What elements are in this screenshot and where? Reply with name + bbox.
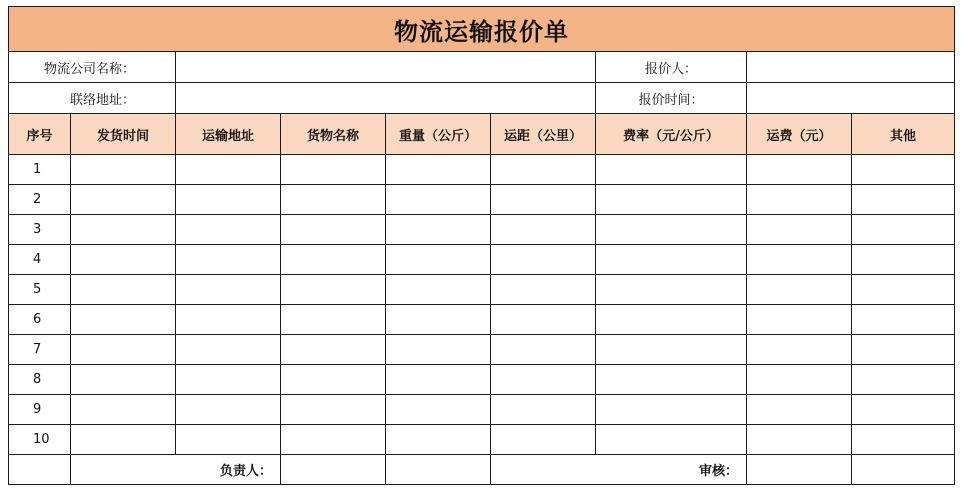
table-cell[interactable] (281, 365, 386, 395)
table-row (9, 185, 955, 215)
table-cell[interactable] (176, 305, 281, 335)
table-cell[interactable] (491, 305, 596, 335)
table-cell[interactable] (176, 215, 281, 245)
quoter-label: 报价人： (596, 52, 747, 83)
table-cell[interactable] (281, 215, 386, 245)
column-header: 序号 (9, 114, 71, 155)
responsible-label: 负责人： (71, 455, 281, 485)
column-header: 发货时间 (71, 114, 176, 155)
table-cell[interactable] (852, 365, 955, 395)
footer-blank-cell (9, 455, 71, 485)
row-number: 6 (9, 305, 71, 335)
table-cell[interactable] (747, 275, 852, 305)
table-cell[interactable] (386, 185, 491, 215)
table-row (9, 245, 955, 275)
table-cell[interactable] (71, 305, 176, 335)
table-cell[interactable] (491, 365, 596, 395)
table-cell[interactable] (596, 275, 747, 305)
company-name-label: 物流公司名称： (9, 52, 176, 83)
table-cell[interactable] (747, 395, 852, 425)
table-cell[interactable] (176, 365, 281, 395)
row-number: 2 (9, 185, 71, 215)
table-cell[interactable] (596, 185, 747, 215)
table-cell[interactable] (747, 305, 852, 335)
table-cell[interactable] (596, 425, 747, 455)
data-rows (9, 155, 955, 455)
table-cell[interactable] (386, 245, 491, 275)
table-cell[interactable] (176, 425, 281, 455)
table-cell[interactable] (281, 185, 386, 215)
table-cell[interactable] (386, 215, 491, 245)
responsible-field[interactable] (281, 455, 386, 485)
table-cell[interactable] (71, 155, 176, 185)
row-number: 5 (9, 275, 71, 305)
table-cell[interactable] (747, 425, 852, 455)
table-cell[interactable] (176, 335, 281, 365)
quoter-field[interactable] (747, 52, 955, 83)
table-cell[interactable] (747, 215, 852, 245)
table-cell[interactable] (281, 305, 386, 335)
table-cell[interactable] (747, 335, 852, 365)
table-cell[interactable] (491, 395, 596, 425)
review-field[interactable] (747, 455, 852, 485)
company-name-field[interactable] (176, 52, 596, 83)
table-row (9, 395, 955, 425)
row-number: 10 (9, 425, 71, 455)
table-cell[interactable] (852, 275, 955, 305)
table-cell[interactable] (386, 365, 491, 395)
table-cell[interactable] (596, 365, 747, 395)
table-cell[interactable] (747, 245, 852, 275)
table-cell[interactable] (747, 365, 852, 395)
table-cell[interactable] (596, 335, 747, 365)
table-cell[interactable] (491, 155, 596, 185)
footer-cell[interactable] (386, 455, 491, 485)
table-cell[interactable] (596, 155, 747, 185)
table-row (9, 155, 955, 185)
table-cell[interactable] (176, 245, 281, 275)
review-label: 审核： (491, 455, 747, 485)
table-cell[interactable] (747, 155, 852, 185)
table-cell[interactable] (71, 215, 176, 245)
row-number: 4 (9, 245, 71, 275)
table-cell[interactable] (71, 245, 176, 275)
table-cell[interactable] (852, 305, 955, 335)
table-cell[interactable] (386, 425, 491, 455)
table-row (9, 335, 955, 365)
table-cell[interactable] (491, 185, 596, 215)
table-cell[interactable] (852, 245, 955, 275)
table-cell[interactable] (852, 215, 955, 245)
table-cell[interactable] (596, 395, 747, 425)
table-cell[interactable] (491, 215, 596, 245)
column-header: 运输地址 (176, 114, 281, 155)
table-cell[interactable] (176, 395, 281, 425)
table-cell[interactable] (852, 185, 955, 215)
address-field[interactable] (176, 83, 596, 114)
table-cell[interactable] (281, 155, 386, 185)
table-row (9, 275, 955, 305)
table-cell[interactable] (71, 335, 176, 365)
table-row (9, 365, 955, 395)
table-cell[interactable] (852, 335, 955, 365)
quotation-sheet (8, 6, 955, 485)
row-number: 3 (9, 215, 71, 245)
table-cell[interactable] (852, 425, 955, 455)
column-header: 运费（元） (747, 114, 852, 155)
quote-time-field[interactable] (747, 83, 955, 114)
column-header: 货物名称 (281, 114, 386, 155)
table-cell[interactable] (281, 425, 386, 455)
table-row (9, 425, 955, 455)
table-cell[interactable] (281, 245, 386, 275)
address-label: 联络地址： (9, 83, 176, 114)
table-row (9, 305, 955, 335)
sheet-title: 物流运输报价单 (9, 7, 955, 52)
column-header: 费率（元/公斤） (596, 114, 747, 155)
table-cell[interactable] (386, 335, 491, 365)
quote-time-label: 报价时间： (596, 83, 747, 114)
table-cell[interactable] (491, 245, 596, 275)
table-cell[interactable] (491, 275, 596, 305)
table-cell[interactable] (71, 395, 176, 425)
row-number: 1 (9, 155, 71, 185)
column-header-row (9, 114, 955, 155)
table-cell[interactable] (386, 305, 491, 335)
column-header: 重量（公斤） (386, 114, 491, 155)
table-cell[interactable] (852, 395, 955, 425)
row-number: 7 (9, 335, 71, 365)
table-cell[interactable] (176, 185, 281, 215)
table-cell[interactable] (71, 365, 176, 395)
table-cell[interactable] (596, 245, 747, 275)
table-cell[interactable] (71, 425, 176, 455)
table-cell[interactable] (491, 335, 596, 365)
table-cell[interactable] (596, 305, 747, 335)
table-cell[interactable] (281, 335, 386, 365)
table-cell[interactable] (852, 155, 955, 185)
column-header: 其他 (852, 114, 955, 155)
row-number: 8 (9, 365, 71, 395)
table-cell[interactable] (281, 395, 386, 425)
table-cell[interactable] (596, 215, 747, 245)
table-cell[interactable] (176, 275, 281, 305)
table-cell[interactable] (386, 275, 491, 305)
table-cell[interactable] (176, 155, 281, 185)
table-cell[interactable] (491, 425, 596, 455)
table-row (9, 215, 955, 245)
table-cell[interactable] (281, 275, 386, 305)
footer-cell[interactable] (852, 455, 955, 485)
table-cell[interactable] (71, 275, 176, 305)
row-number: 9 (9, 395, 71, 425)
column-header: 运距（公里） (491, 114, 596, 155)
table-cell[interactable] (71, 185, 176, 215)
table-cell[interactable] (386, 395, 491, 425)
table-cell[interactable] (747, 185, 852, 215)
table-cell[interactable] (386, 155, 491, 185)
